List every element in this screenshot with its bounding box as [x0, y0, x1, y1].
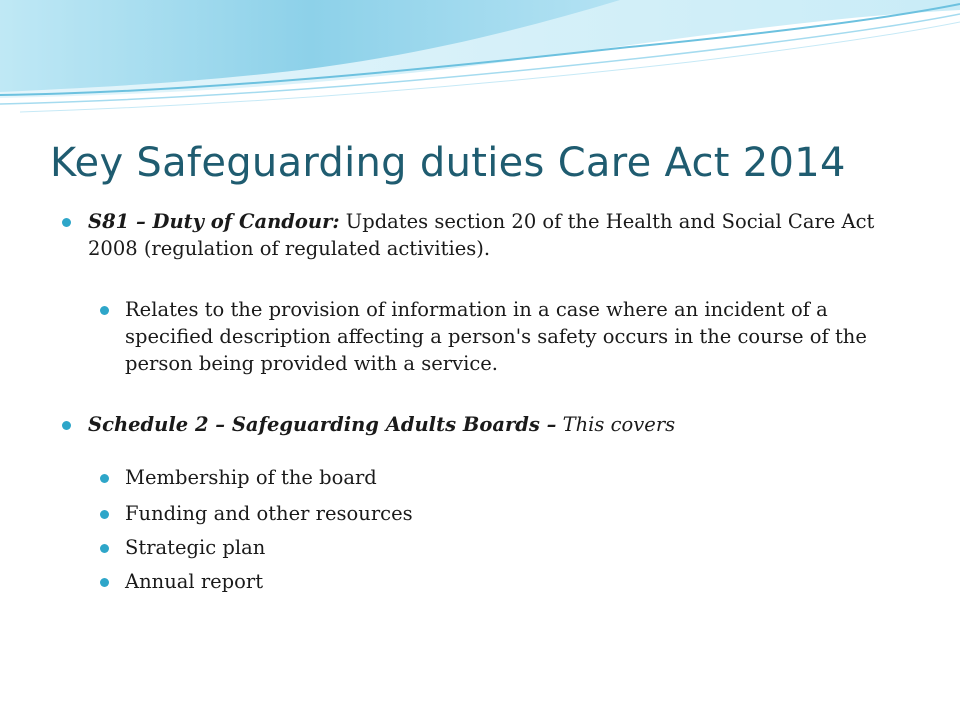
bullet-dot — [62, 421, 71, 430]
bullet-text: This covers — [556, 413, 676, 436]
bullet-text: Funding and other resources — [125, 502, 413, 525]
bullet-safeguarding-adults-boards — [60, 411, 920, 438]
sub-bullet-provision-of-information — [60, 296, 920, 377]
bullet-text: Membership of the board — [125, 466, 377, 489]
sub-bullet-funding — [60, 500, 920, 527]
bullet-duty-of-candour — [60, 208, 920, 262]
bullet-text: Updates section 20 of the Health and Social Care Act 2008 (regulation of regulated activities). — [88, 210, 875, 260]
header-wave-decoration — [0, 0, 960, 120]
bullet-dot — [100, 510, 109, 519]
bullet-dot — [100, 306, 109, 315]
slide-title: Key Safeguarding duties Care Act 2014 — [50, 140, 846, 186]
sub-bullet-strategic-plan — [60, 534, 920, 561]
bullet-dot — [100, 544, 109, 553]
bullet-dot — [100, 578, 109, 587]
sub-bullet-annual-report — [60, 568, 920, 595]
bullet-text: Relates to the provision of information in a case where an incident of a specified description affecting a person's safety occurs in the course of the person being provided with a service. — [125, 298, 867, 375]
bullet-lead: Schedule 2 – Safeguarding Adults Boards – — [88, 413, 557, 436]
bullet-dot — [100, 474, 109, 483]
sub-bullet-membership — [60, 464, 920, 491]
bullet-dot — [62, 218, 71, 227]
bullet-text: Strategic plan — [125, 536, 266, 559]
bullet-lead: S81 – Duty of Candour: — [88, 210, 340, 233]
bullet-text: Annual report — [125, 570, 264, 593]
slide-body — [60, 208, 920, 595]
